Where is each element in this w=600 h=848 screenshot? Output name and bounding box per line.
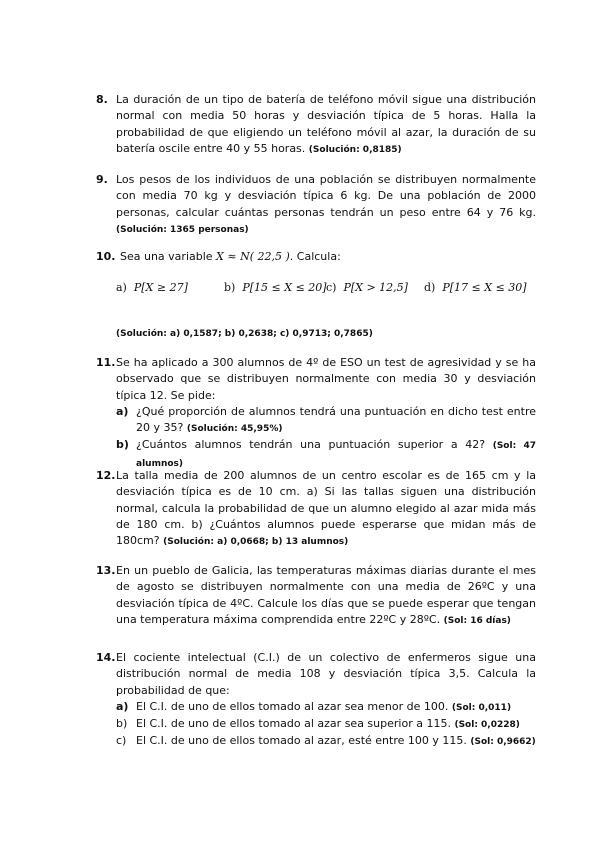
subquestion-label: c): [116, 734, 127, 748]
option-expression: P[15 ≤ X ≤ 20]: [242, 281, 327, 295]
option-a: [116, 281, 188, 294]
problem-14: [96, 650, 536, 751]
problem-statement: Los pesos de los individuos de una población se distribuyen normalmente con media 70 kg y desviación típica 6 kg. De una población de 2000 personas, calcular cuántas personas tendrán un peso entre 64 y 76 kg.: [116, 173, 536, 219]
solution-text: (Sol: 0,9662): [470, 737, 536, 748]
problem-number: 14.: [96, 651, 116, 664]
subquestion-a: [116, 404, 536, 438]
problem-statement: En un pueblo de Galicia, las temperaturas máximas diarias durante el mes de agosto se distribuyen normalmente con una media de 26ºC y una desviación típica de 4ºC. Calcule los días que se puede esperar que tengan una temperatura máxima comprendida entre 22ºC y 28ºC.: [116, 564, 536, 626]
subquestion-text: El C.I. de uno de ellos tomado al azar sea superior a 115.: [136, 717, 451, 731]
option-expression: P[17 ≤ X ≤ 30]: [442, 281, 527, 295]
solution-text: (Solución: 1365 personas): [116, 224, 249, 235]
problem-text: [116, 355, 536, 472]
problem-8: [96, 92, 536, 158]
distribution-formula: X ≈ N( 22,5 ): [216, 250, 290, 263]
problem-11: [96, 355, 536, 472]
option-label: d): [424, 281, 436, 295]
subquestion-label: a): [116, 699, 129, 713]
option-c: [326, 281, 408, 294]
problem-statement: La talla media de 200 alumnos de un centro escolar es de 165 cm y la desviación típica es de 10 cm. a) Si las tallas siguen una distribución normal, calcula la probabilidad de que un alumno elegido al azar mida más de 180 cm. b) ¿Cuántos alumnos puede esperarse que midan más de 180cm?: [116, 469, 536, 548]
problem-text: [116, 92, 536, 158]
problem-10: [96, 249, 536, 339]
solution-text: (Sol: 16 días): [443, 615, 511, 626]
problem-number: 10.: [96, 250, 116, 263]
option-label: b): [224, 281, 236, 295]
solution-text: (Sol: 0,011): [451, 702, 512, 713]
problem-number: 13.: [96, 564, 116, 577]
problem-number: 8.: [96, 93, 108, 106]
subquestion-label: a): [116, 404, 129, 418]
option-expression: P[X ≥ 27]: [133, 281, 188, 295]
subquestion-b: [116, 437, 536, 472]
problem-statement-end: . Calcula:: [289, 250, 341, 263]
option-expression: P[X > 12,5]: [343, 281, 408, 295]
problem-text: [120, 249, 536, 265]
options-row: [116, 281, 536, 301]
subquestion-text: El C.I. de uno de ellos tomado al azar sea menor de 100.: [136, 699, 449, 713]
problem-9: [96, 172, 536, 238]
subquestion-text: ¿Qué proporción de alumnos tendrá una puntuación en dicho test entre 20 y 35?: [136, 404, 536, 435]
problem-text: [116, 563, 536, 629]
problem-13: [96, 563, 536, 629]
subquestion-b: [116, 716, 536, 733]
subquestion-text: ¿Cuántos alumnos tendrán una puntuación superior a 42?: [136, 438, 486, 452]
problem-statement: El cociente intelectual (C.I.) de un colectivo de enfermeros sigue una distribución normal de media 108 y desviación típica 3,5. Calcula la probabilidad de que:: [116, 651, 536, 697]
subquestion-c: [116, 733, 536, 750]
solution-text: (Sol: 47 alumnos): [136, 441, 536, 469]
solution-text: (Sol: 0,0228): [454, 720, 520, 731]
problem-text: [116, 172, 536, 238]
problem-text: [116, 468, 536, 550]
solution-text: (Solución: 0,8185): [308, 144, 402, 155]
subquestion-label: b): [116, 717, 128, 731]
solution-text: (Solución: a) 0,0668; b) 13 alumnos): [163, 537, 349, 548]
problem-statement: Sea una variable: [120, 250, 213, 263]
option-b: [224, 281, 327, 294]
subquestion-text: El C.I. de uno de ellos tomado al azar, esté entre 100 y 115.: [136, 734, 467, 748]
problem-number: 9.: [96, 173, 108, 186]
problem-statement: Se ha aplicado a 300 alumnos de 4º de ESO un test de agresividad y se ha observado que se distribuyen normalmente con media 30 y desviación típica 12. Se pide:: [116, 356, 536, 402]
option-label: a): [116, 281, 127, 295]
problem-12: [96, 468, 536, 550]
solution-text: (Solución: 45,95%): [186, 424, 283, 435]
problem-text: [116, 650, 536, 751]
solution-text: (Solución: a) 0,1587; b) 0,2638; c) 0,9713; 0,7865): [116, 329, 373, 340]
problem-statement: La duración de un tipo de batería de teléfono móvil sigue una distribución normal con media 50 horas y desviación típica de 5 horas. Halla la probabilidad de que eligiendo un teléfono móvil al azar, la duración de su batería oscile entre 40 y 55 horas.: [116, 93, 536, 155]
problem-number: 11.: [96, 356, 116, 369]
option-d: [424, 281, 527, 294]
subquestion-label: b): [116, 438, 129, 452]
option-label: c): [326, 281, 337, 295]
subquestion-a: [116, 699, 536, 716]
problem-number: 12.: [96, 469, 116, 482]
